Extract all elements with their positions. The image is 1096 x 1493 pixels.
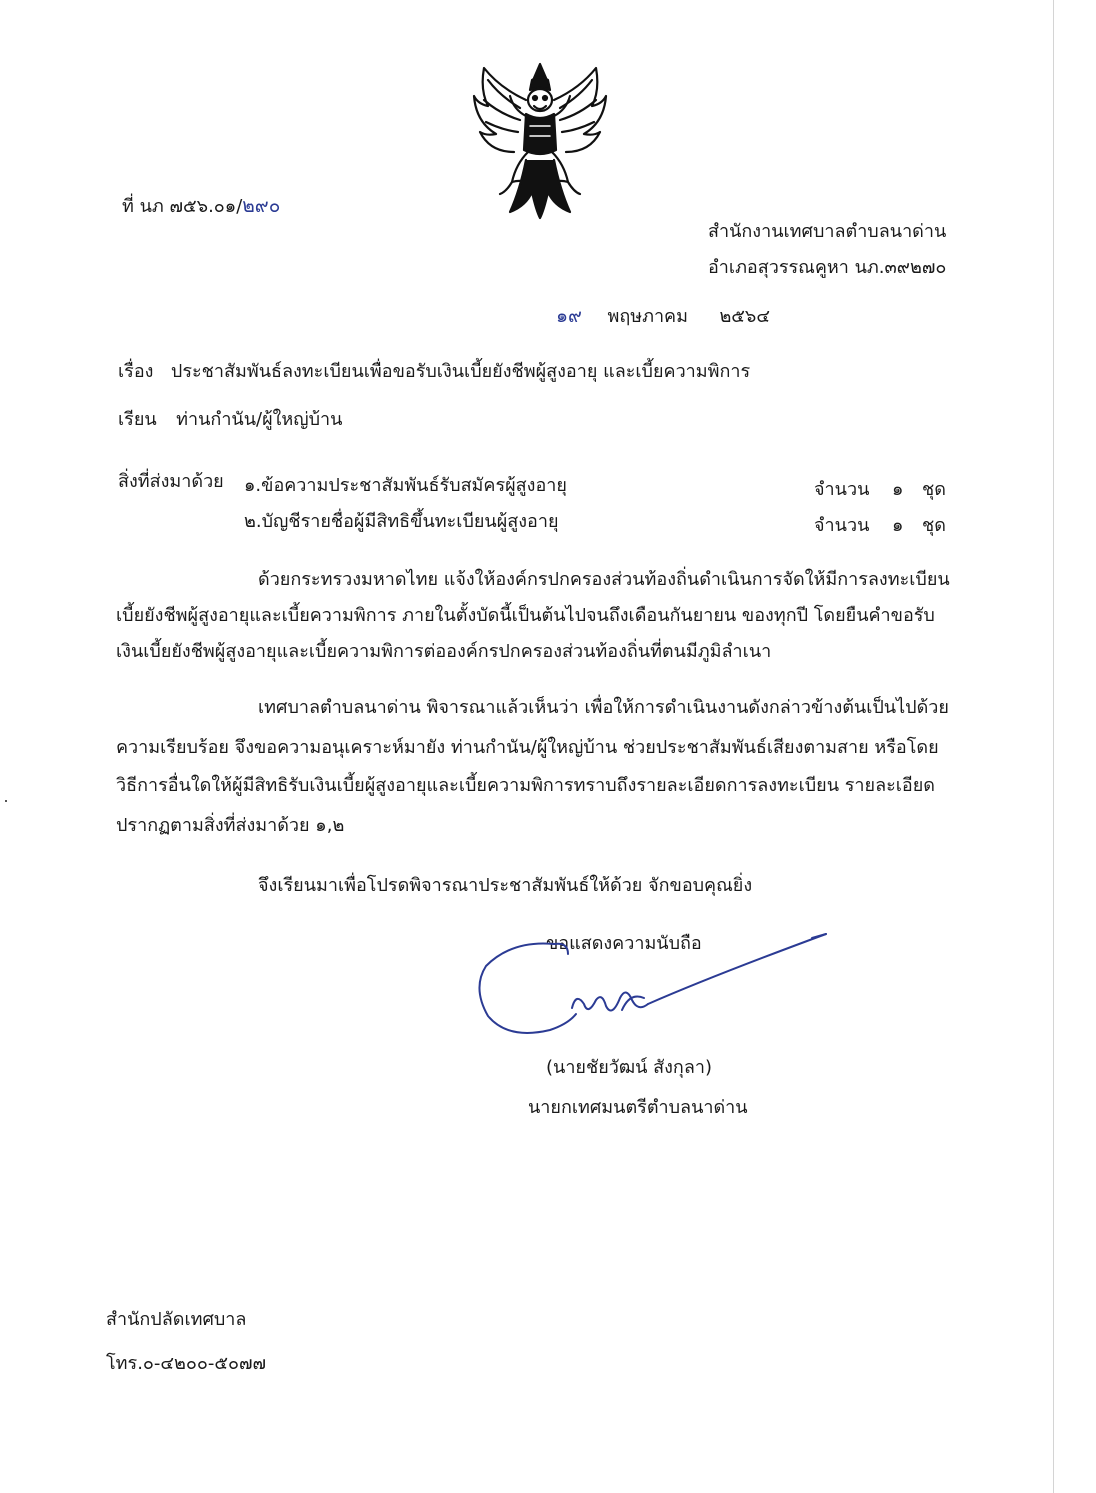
office-address: อำเภอสุวรรณคูหา นภ.๓๙๒๗๐ [708, 257, 947, 278]
office-name: สำนักงานเทศบาลตำบลนาด่าน [708, 221, 947, 242]
enclosure-qty-label-1: จำนวน [814, 479, 870, 500]
salutation-line [118, 406, 342, 434]
enclosure-item-2: ๒.บัญชีรายชื่อผู้มีสิทธิขึ้นทะเบียนผู้สูงอายุ [244, 511, 559, 532]
enclosure-item-1: ๑.ข้อความประชาสัมพันธ์รับสมัครผู้สูงอายุ [244, 475, 567, 496]
closing-text: จึงเรียนมาเพื่อโปรดพิจารณาประชาสัมพันธ์ให้ด้วย จักขอบคุณยิ่ง [258, 875, 753, 896]
paragraph-1-line-2: เบี้ยยังชีพผู้สูงอายุและเบี้ยความพิการ ภายในตั้งบัดนี้เป็นต้นไปจนถึงเดือนกันยายน ของทุกปี โดยยืนคำขอรับ [116, 605, 935, 626]
paragraph-2-line-4: ปรากฏตามสิ่งที่ส่งมาด้วย ๑,๒ [116, 815, 345, 836]
paragraph-1-line-3: เงินเบี้ยยังชีพผู้สูงอายุและเบี้ยความพิการต่อองค์กรปกครองส่วนท้องถิ่นที่ตนมีภูมิลำเนา [116, 641, 772, 662]
ref-label: ที่ นภ ๗๕๖.๐๑/ [122, 196, 243, 217]
regards-text: ขอแสดงความนับถือ [546, 933, 702, 954]
page-edge-line [1053, 0, 1054, 1493]
footer-office: สำนักปลัดเทศบาล [106, 1309, 247, 1330]
signature-scribble [472, 922, 832, 1042]
garuda-emblem-icon [470, 60, 610, 222]
signer-name: (นายชัยวัฒน์ สังกุลา) [546, 1057, 712, 1078]
ref-number-handwritten: ๒๙๐ [242, 195, 281, 217]
enclosure-qty-1: ๑ [892, 479, 904, 500]
salutation-text: ท่านกำนัน/ผู้ใหญ่บ้าน [176, 409, 343, 430]
ref-line [122, 192, 280, 221]
subject-line [118, 358, 750, 386]
date-line [556, 302, 770, 331]
scan-speck [5, 800, 7, 802]
subject-text: ประชาสัมพันธ์ลงทะเบียนเพื่อขอรับเงินเบี้ยยังชีพผู้สูงอายุ และเบี้ยความพิการ [170, 361, 751, 382]
date-month: พฤษภาคม [607, 306, 688, 327]
subject-label: เรื่อง [118, 361, 154, 382]
date-day-handwritten: ๑๙ [556, 305, 582, 327]
enclosure-qty-2: ๑ [892, 515, 904, 536]
enclosure-unit-1: ชุด [922, 479, 946, 500]
paragraph-2-line-2: ความเรียบร้อย จึงขอความอนุเคราะห์มายัง ท่านกำนัน/ผู้ใหญ่บ้าน ช่วยประชาสัมพันธ์เสียงตามสาย หรือโดย [116, 737, 939, 758]
date-year: ๒๕๖๔ [719, 306, 770, 327]
paragraph-1-line-1: ด้วยกระทรวงมหาดไทย แจ้งให้องค์กรปกครองส่วนท้องถิ่นดำเนินการจัดให้มีการลงทะเบียน [258, 569, 950, 590]
enclosure-qty-label-2: จำนวน [814, 515, 870, 536]
paragraph-2-line-3: วิธีการอื่นใดให้ผู้มีสิทธิรับเงินเบี้ยผู้สูงอายุและเบี้ยความพิการทราบถึงรายละเอียดการลงทะเบียน รายละเอียด [116, 775, 935, 796]
enclosure-unit-2: ชุด [922, 515, 946, 536]
paragraph-2-line-1: เทศบาลตำบลนาด่าน พิจารณาแล้วเห็นว่า เพื่อให้การดำเนินงานดังกล่าวข้างต้นเป็นไปด้วย [258, 697, 949, 718]
enclosures-label: สิ่งที่ส่งมาด้วย [118, 471, 224, 492]
footer-phone: โทร.๐-๔๒๐๐-๕๐๗๗ [106, 1353, 267, 1374]
salutation-label: เรียน [118, 409, 157, 430]
signer-title: นายกเทศมนตรีตำบลนาด่าน [528, 1097, 748, 1118]
